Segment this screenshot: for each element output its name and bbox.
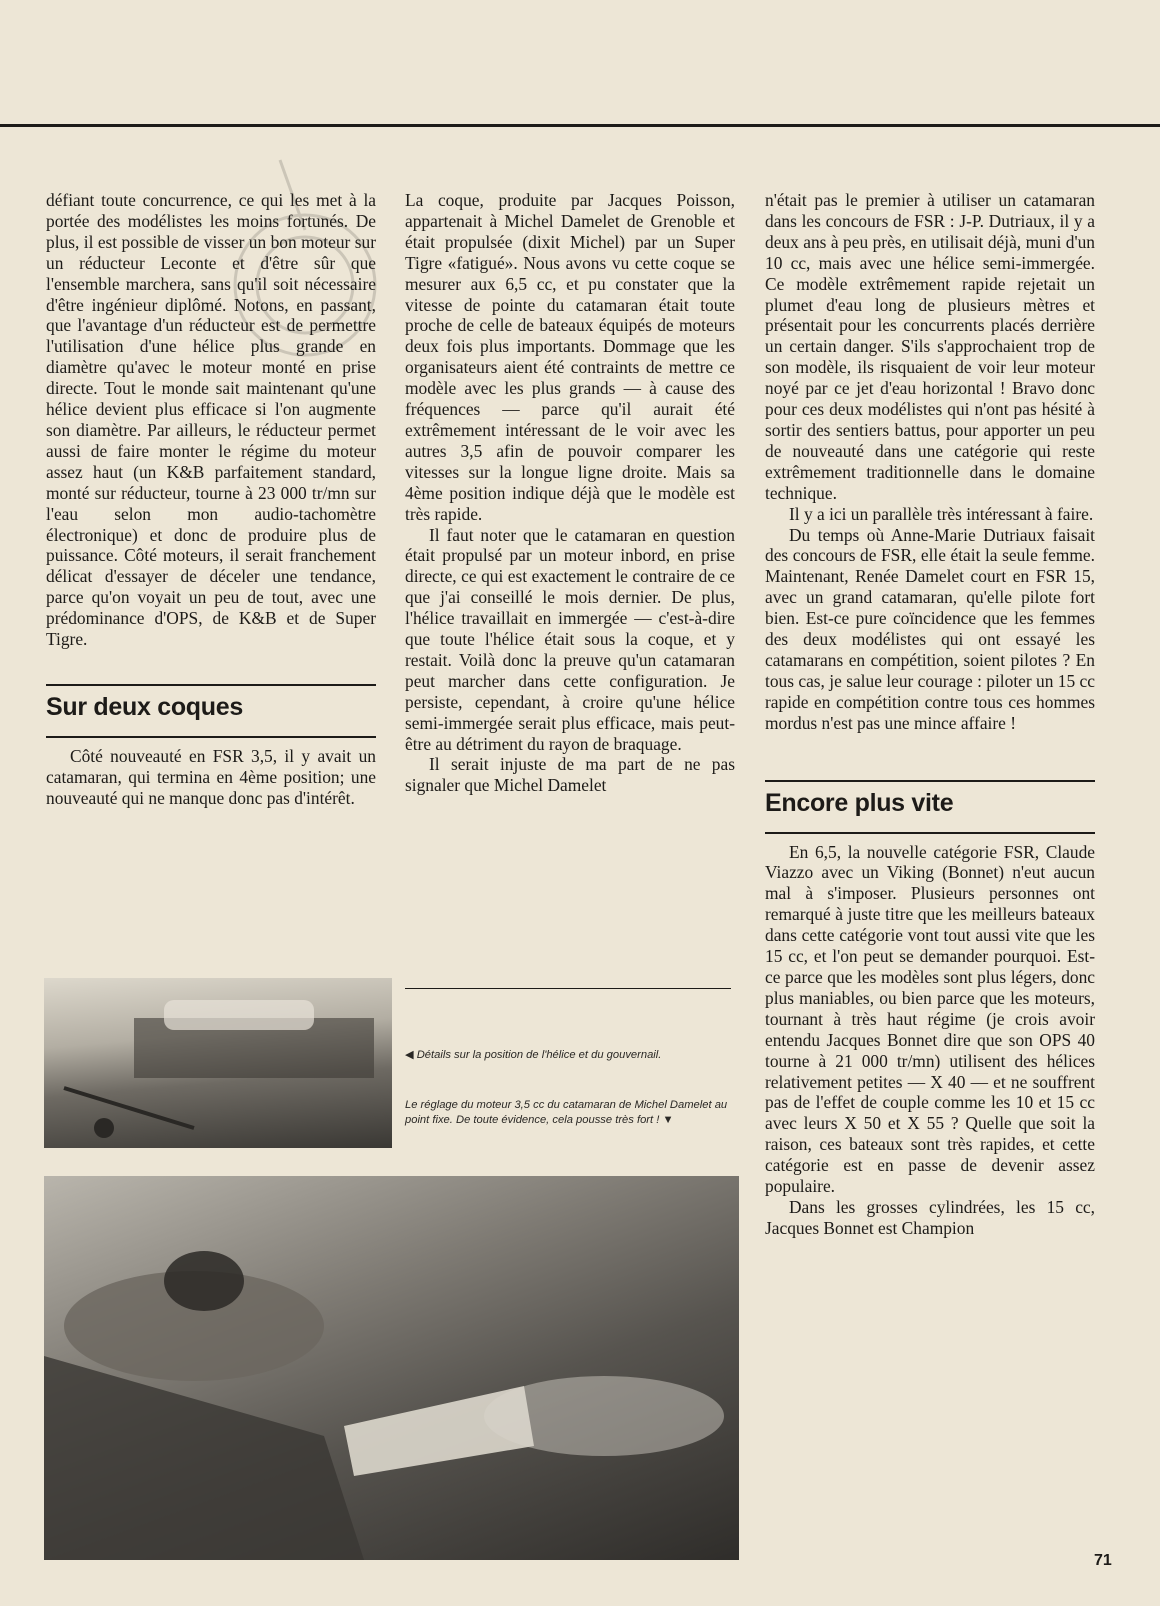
top-rule xyxy=(0,124,1160,127)
column-1 xyxy=(46,190,376,809)
engine-adjustment-illustration xyxy=(44,1176,739,1560)
photo-boat-propeller-detail xyxy=(44,978,392,1148)
page-number: 71 xyxy=(1094,1552,1112,1569)
col3-paragraph-4: En 6,5, la nouvelle catégorie FSR, Claude Viazzo avec un Viking (Bonnet) n'eut aucun mal à s'imposer. Plusieurs personnes ont remarqué à juste titre que les meilleurs bateaux dans cette catégorie vont tout aussi vite que les 15 cc, et l'on peut se demander pourquoi. Est-ce parce que les modèles sont plus légers, donc plus maniables, ou bien parce que les moteurs, tournant à très haut régime (je crois avoir entendu Jacques Bonnet dire que son OPS 40 tourne à 21 000 tr/mn) utilisent des hélices relativement petites — X 40 — et ne souffrent pas de l'effet de couple comme les 10 et 15 cc avec leurs X 50 et X 55 ? Quelle que soit la raison, ces bateaux sont très rapides, et cette catégorie est en passe de devenir assez populaire. xyxy=(765,841,1095,1197)
col2-paragraph-3: Il serait injuste de ma part de ne pas signaler que Michel Damelet xyxy=(405,754,735,796)
photo-engine-adjustment xyxy=(44,1176,739,1560)
col2-paragraph-2: Il faut noter que le catamaran en question était propulsé par un moteur inbord, en prise directe, ce qui est exactement le contraire de ce que j'ai conseillé le mois dernier. De plus, l'hélice travaillait en immergée — c'est-à-dire que toute l'hélice était sous la coque, et y restait. Voilà donc la preuve qu'un catamaran peut marcher dans cette configuration. Je persiste, cependant, à croire qu'une hélice semi-immergée serait plus efficace, mais peut-être au détriment du rayon de braquage. xyxy=(405,524,735,754)
col3-paragraph-2: Il y a ici un parallèle très intéressant à faire. xyxy=(789,503,1094,524)
section-rule xyxy=(46,684,376,686)
caption-rule xyxy=(405,988,731,989)
column-2 xyxy=(405,190,735,796)
col3-paragraph-3: Du temps où Anne-Marie Dutriaux faisait des concours de FSR, elle était la seule femme. Maintenant, Renée Damelet court en FSR 15, avec un grand catamaran, qu'elle pilote fort bien. Est-ce pure coïncidence que les femmes des deux modélistes qui ont essayé les catamarans en compétition, soient pilotes ? En tous cas, je salue leur courage : piloter un 15 cc rapide en compétition contre tous ces hommes mordus n'est pas une mince affaire ! xyxy=(765,524,1095,733)
section-rule xyxy=(765,780,1095,782)
section-heading-sur-deux-coques: Sur deux coques xyxy=(46,692,243,721)
col3-paragraph-5: Dans les grosses cylindrées, les 15 cc, Jacques Bonnet est Champion xyxy=(765,1196,1095,1238)
section-rule xyxy=(46,736,376,738)
caption-reglage-moteur: Le réglage du moteur 3,5 cc du catamaran de Michel Damelet au point fixe. De toute évidence, cela pousse très fort ! ▼ xyxy=(405,1099,728,1126)
col3-paragraph-1: n'était pas le premier à utiliser un catamaran dans les concours de FSR : J-P. Dutriaux, il y a deux ans à peu près, en utilisait déjà, muni d'un 10 cc, mais avec une hélice semi-immergée. Ce modèle extrêmement rapide rejetait un plumet d'eau long de plusieurs mètres et présentait pour les concurrents placés derrière un certain danger. S'ils s'approchaient trop de son modèle, ils risquaient de voir leur moteur noyé par ce jet d'eau horizontal ! Bravo donc pour ces deux modélistes qui n'ont pas hésité à sortir des sentiers battus, pour apporter un peu de nouveauté dans une catégorie qui reste extrêmement traditionnelle dans le domaine technique. xyxy=(765,190,1095,503)
boat-detail-illustration xyxy=(44,978,392,1148)
column-3 xyxy=(765,190,1095,1239)
caption-helice: ◀ Détails sur la position de l'hélice et du gouvernail. xyxy=(405,1049,662,1061)
col1-paragraph-1: défiant toute concurrence, ce qui les met à la portée des modélistes les moins fortunés. De plus, il est possible de visser un bon moteur sur un réducteur Leconte et d'être sûr que l'ensemble marchera, sans qu'il soit nécessaire d'être ingénieur diplômé. Notons, en passant, que l'avantage d'un réducteur est de permettre l'utilisation d'une hélice plus grande en diamètre qu'avec le moteur monté en prise directe. Tout le monde sait maintenant qu'une hélice devient plus efficace si l'on augmente son diamètre. Par ailleurs, le réducteur permet aussi de faire monter le régime du moteur assez haut (un K&B parfaitement standard, monté sur réducteur, tourne à 23 000 tr/mn sur l'eau selon mon audio-tachomètre électronique) et donc de produire plus de puissance. Côté moteurs, il serait franchement délicat d'essayer de déceler une tendance, parce qu'on voyait un peu de tout, avec une prédominance d'OPS, de K&B et de Super Tigre. xyxy=(46,190,376,650)
col2-paragraph-1: La coque, produite par Jacques Poisson, appartenait à Michel Damelet de Grenoble et était propulsée (dixit Michel) par un Super Tigre «fatigué». Nous avons vu cette coque se mesurer aux 6,5 cc, et pu constater que la vitesse de pointe du catamaran était toute proche de celle de bateaux équipés de moteurs deux fois plus importants. Dommage que les organisateurs aient été contraints de mettre ce modèle avec les plus grands — à cause des fréquences — parce qu'il aurait été extrêmement intéressant de le voir avec les autres 3,5 afin de pouvoir comparer les vitesses sur la longue ligne droite. Mais sa 4ème position indique déjà que le modèle est très rapide. xyxy=(405,190,735,524)
section-rule xyxy=(765,832,1095,834)
section-heading-encore-plus-vite: Encore plus vite xyxy=(765,788,954,817)
col1-paragraph-2: Côté nouveauté en FSR 3,5, il y avait un catamaran, qui termina en 4ème position; une nouveauté qui ne manque donc pas d'intérêt. xyxy=(46,745,376,808)
